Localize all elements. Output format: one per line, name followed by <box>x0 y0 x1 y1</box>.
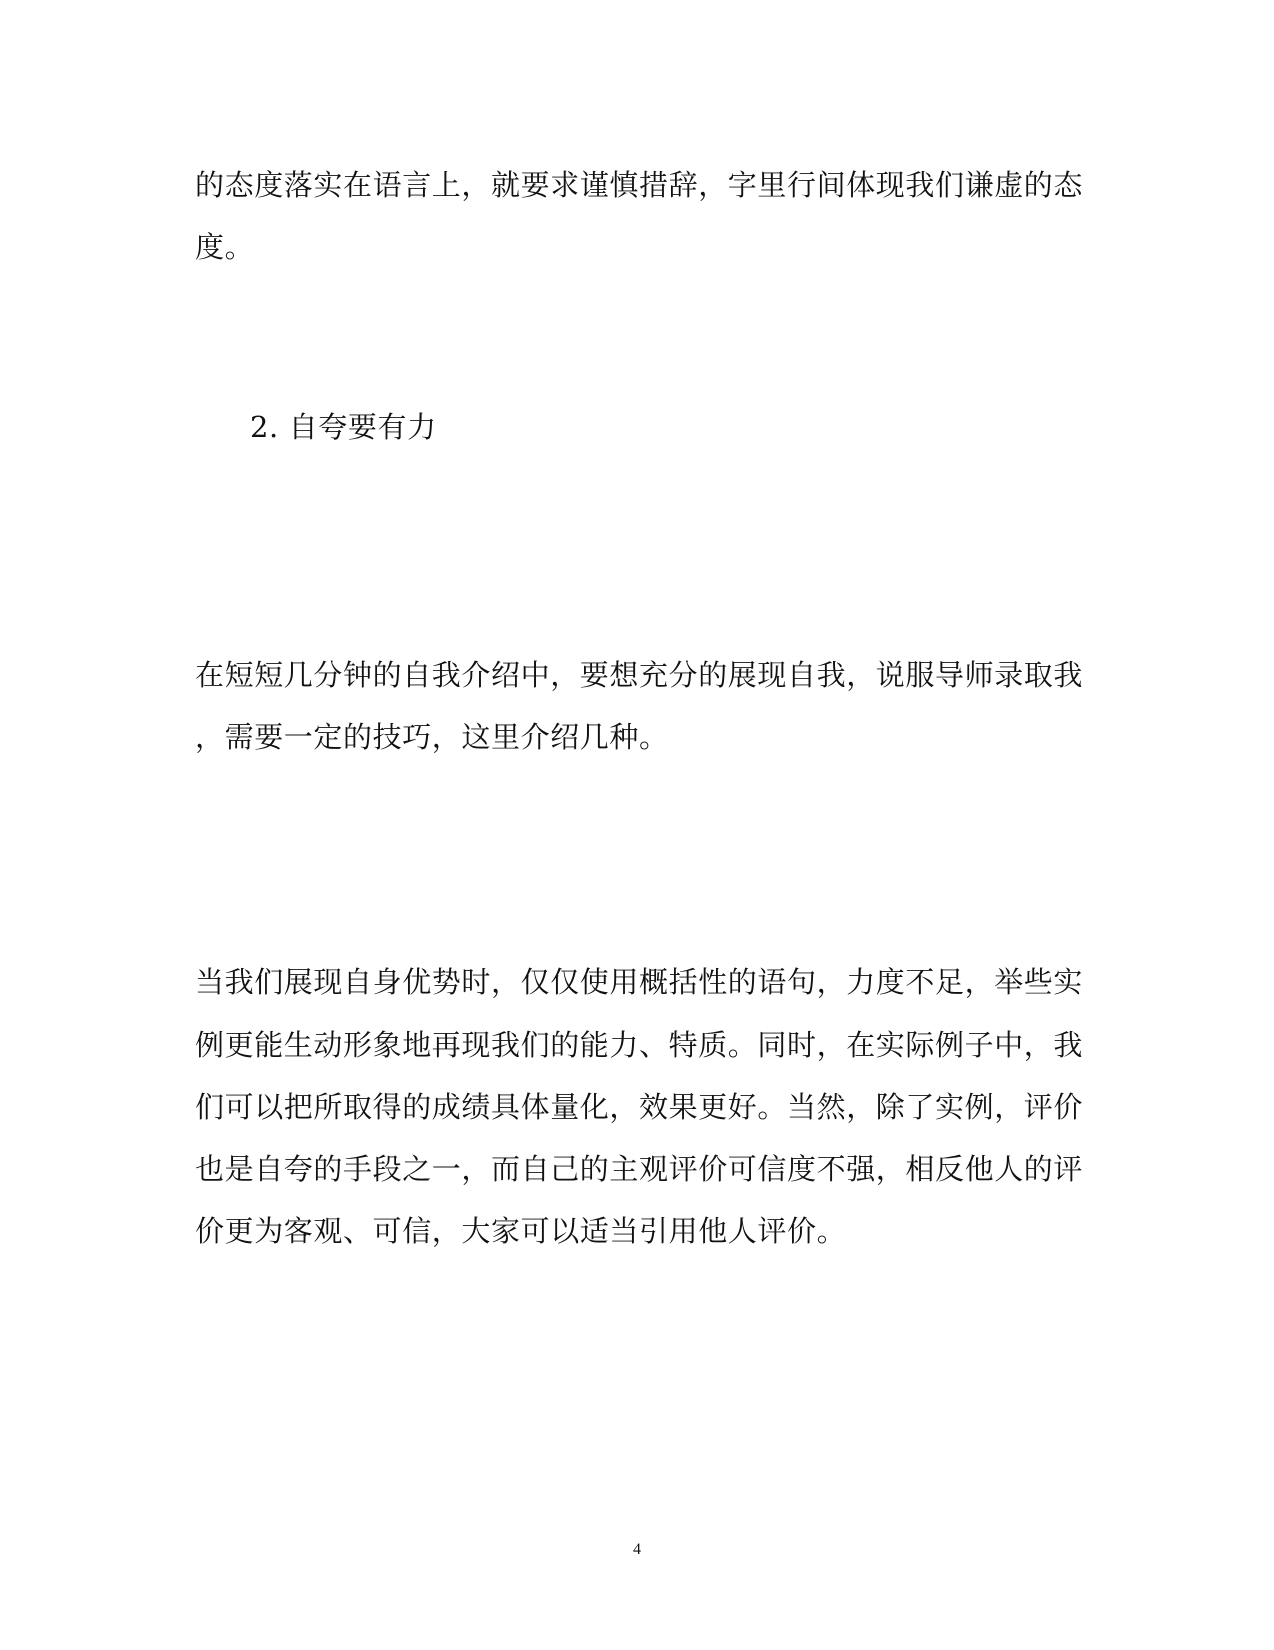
section-heading: 2. 自夸要有力 <box>250 410 437 444</box>
paragraph-line: ，需要一定的技巧，这里介绍几种。 <box>195 720 669 754</box>
paragraph-line: 也是自夸的手段之一，而自己的主观评价可信度不强，相反他人的评 <box>195 1152 1084 1186</box>
paragraph-line: 价更为客观、可信，大家可以适当引用他人评价。 <box>195 1214 847 1248</box>
paragraph-line: 的态度落实在语言上，就要求谨慎措辞，字里行间体现我们谦虚的态 <box>195 168 1084 202</box>
page-number: 4 <box>633 1541 641 1558</box>
paragraph-line: 们可以把所取得的成绩具体量化，效果更好。当然，除了实例，评价 <box>195 1090 1084 1124</box>
paragraph-line: 在短短几分钟的自我介绍中，要想充分的展现自我，说服导师录取我 <box>195 658 1084 692</box>
paragraph-line: 度。 <box>195 230 255 264</box>
paragraph-line: 当我们展现自身优势时，仅仅使用概括性的语句，力度不足，举些实 <box>195 965 1084 999</box>
paragraph-line: 例更能生动形象地再现我们的能力、特质。同时，在实际例子中，我 <box>195 1028 1084 1062</box>
